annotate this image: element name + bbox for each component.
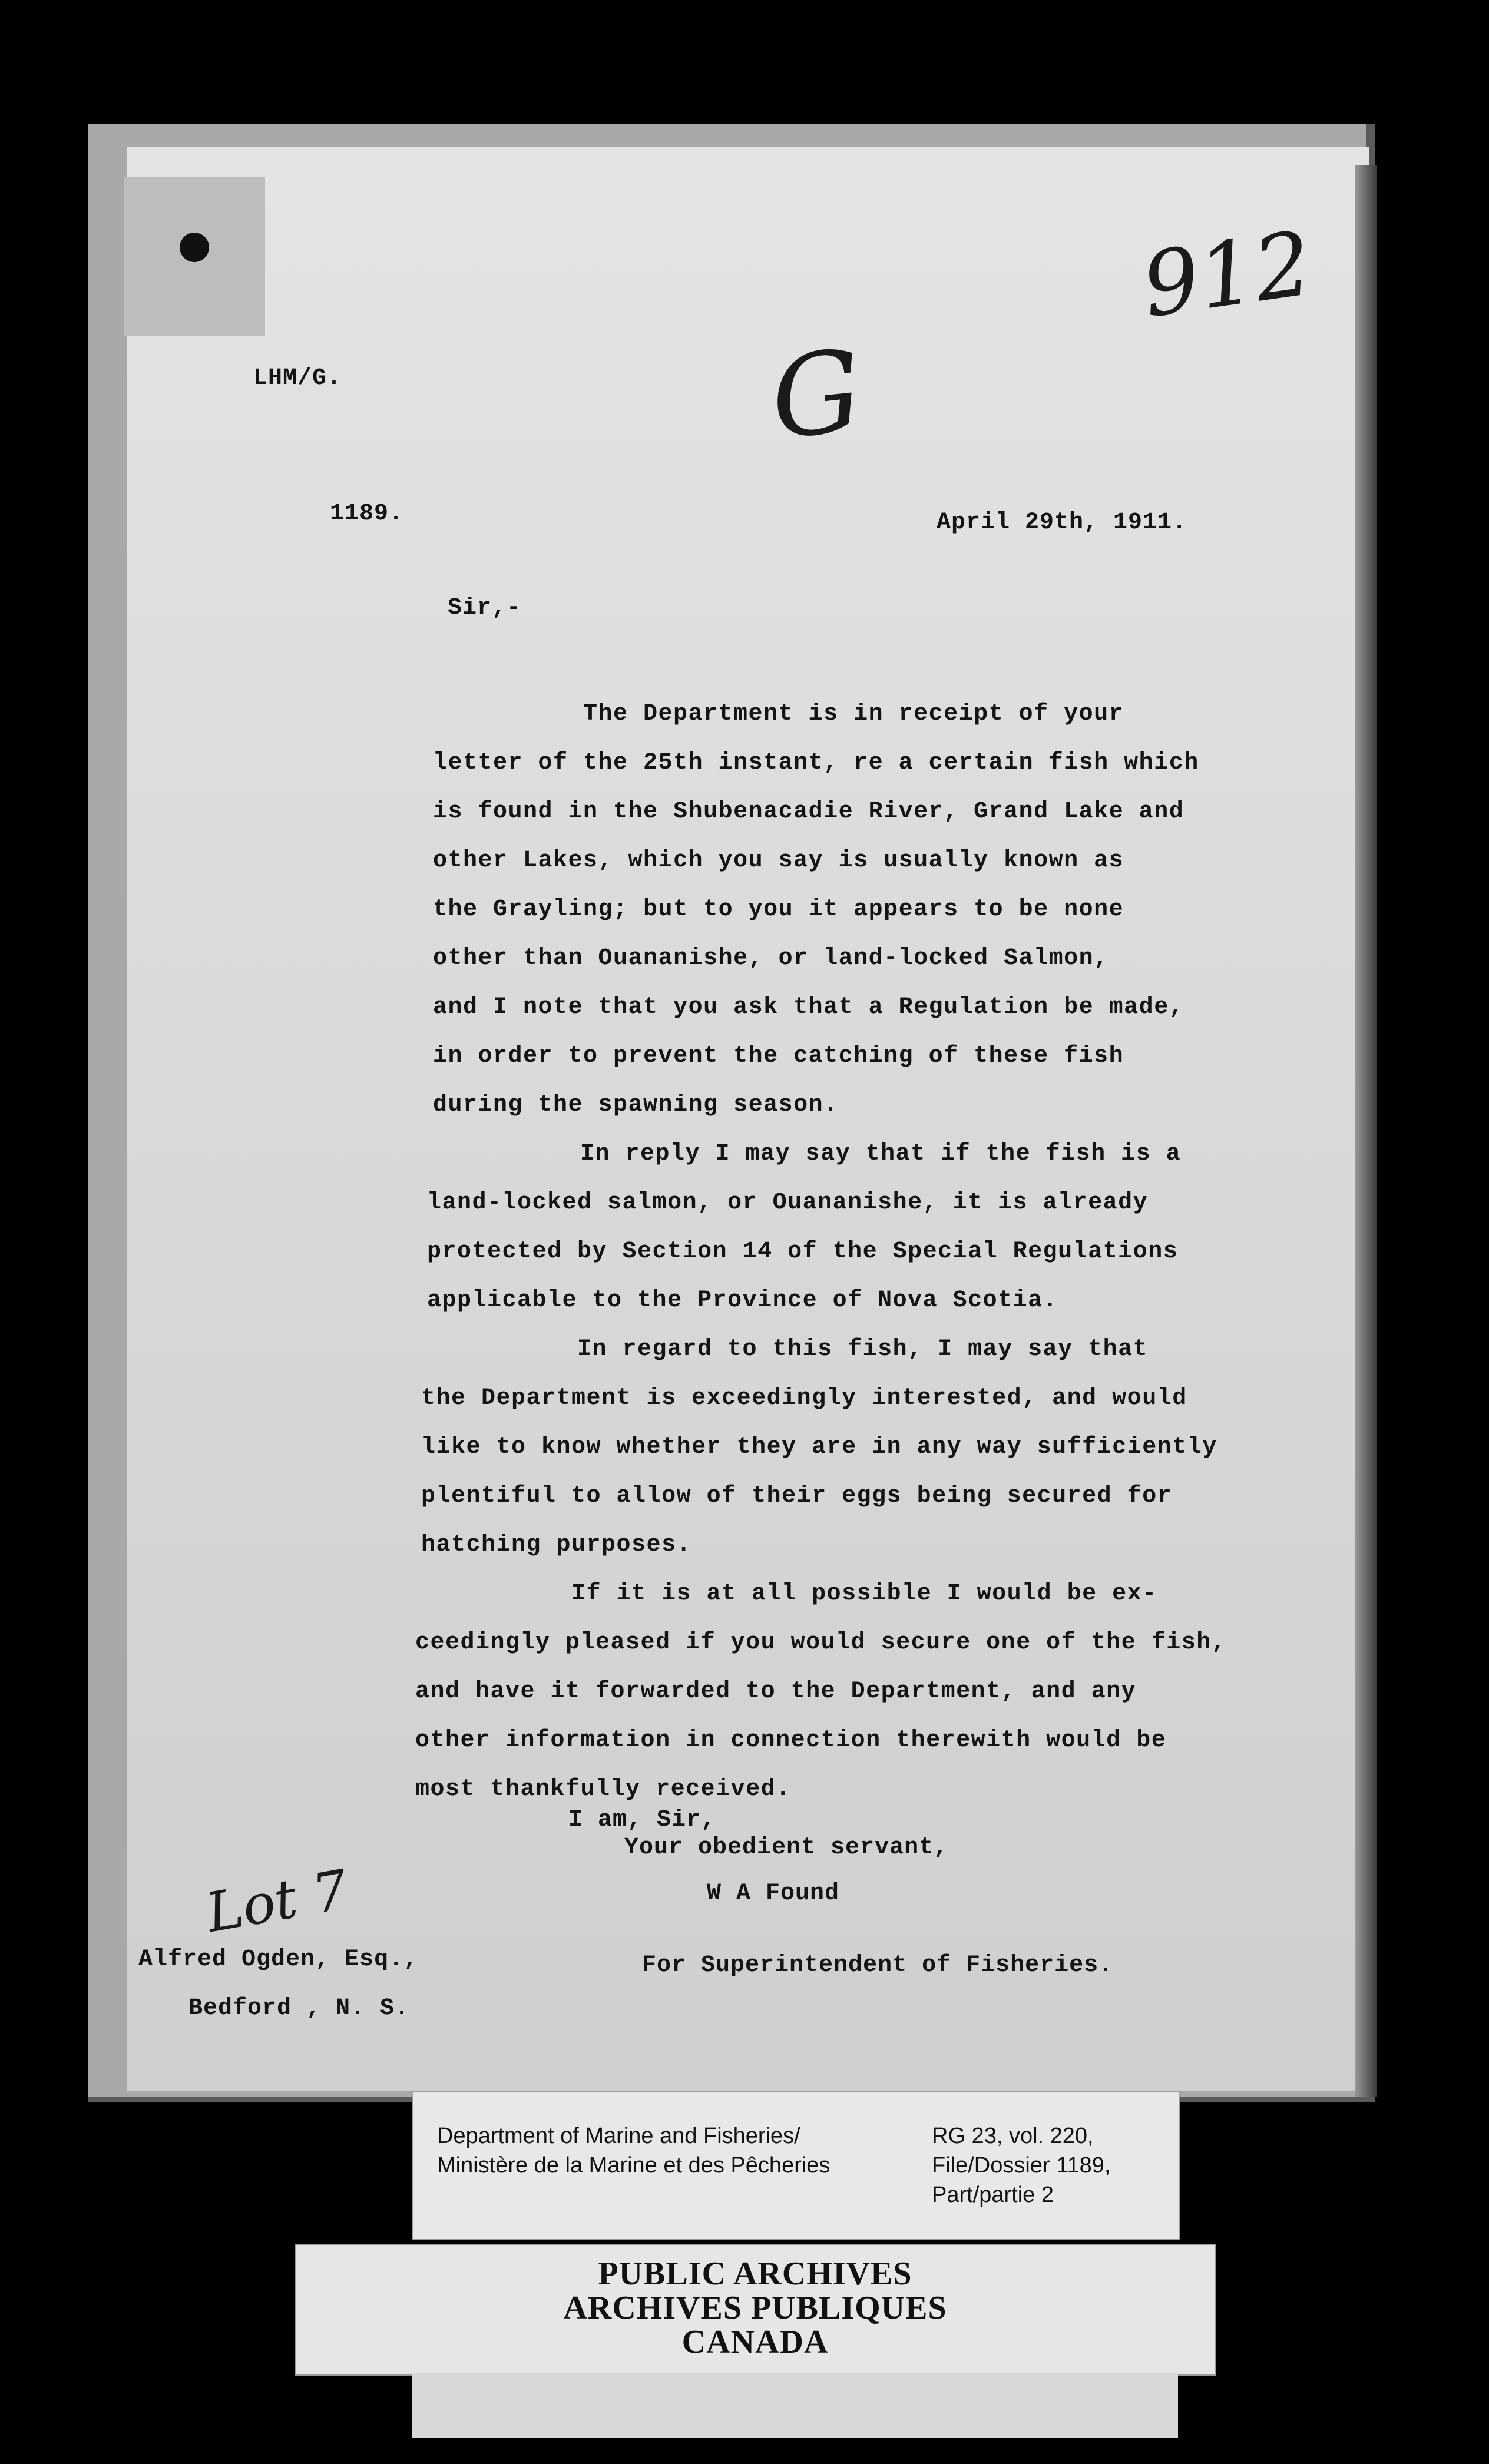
- body-line: If it is at all possible I would be ex-: [571, 1581, 1157, 1607]
- body-line: in order to prevent the catching of these fish: [433, 1043, 1124, 1069]
- file-number: 1189.: [330, 501, 404, 527]
- archives-stamp: [295, 2244, 1216, 2376]
- reference-block: [932, 2121, 1110, 2210]
- closing-line: Your obedient servant,: [624, 1834, 949, 1861]
- addressee-name: Alfred Ogden, Esq.,: [138, 1946, 419, 1973]
- punch-hole-icon: [180, 233, 209, 262]
- body-line: protected by Section 14 of the Special Regulations: [427, 1238, 1179, 1265]
- body-line: In reply I may say that if the fish is a: [580, 1141, 1182, 1167]
- file-dossier: File/Dossier 1189,: [932, 2153, 1111, 2178]
- archive-reference-label: [412, 2091, 1180, 2240]
- handwritten-folio-number: 912: [1136, 212, 1318, 338]
- part-number: Part/partie 2: [932, 2183, 1054, 2207]
- body-line: land-locked salmon, or Ouananishe, it is already: [427, 1190, 1149, 1216]
- addressee-place: Bedford , N. S.: [188, 1995, 410, 2022]
- archives-line-en: PUBLIC ARCHIVES: [598, 2256, 912, 2292]
- body-line: during the spawning season.: [433, 1092, 839, 1118]
- closing-line: I am, Sir,: [568, 1807, 716, 1833]
- body-line: letter of the 25th instant, re a certain fish which: [433, 750, 1199, 776]
- body-line: the Department is exceedingly interested, and would: [421, 1385, 1187, 1412]
- body-line: The Department is in receipt of your: [583, 701, 1124, 727]
- letter-date: April 29th, 1911.: [937, 509, 1187, 536]
- body-line: other than Ouananishe, or land-locked Salmon,: [433, 945, 1109, 972]
- page-edge-shadow: [1355, 165, 1377, 2097]
- body-line: most thankfully received.: [415, 1776, 791, 1803]
- archives-line-fr: ARCHIVES PUBLIQUES: [563, 2290, 947, 2326]
- reference-initials: LHM/G.: [253, 365, 342, 392]
- body-line: other information in connection therewith would be: [415, 1727, 1167, 1754]
- body-line: like to know whether they are in any way sufficiently: [421, 1434, 1217, 1460]
- body-line: hatching purposes.: [421, 1532, 692, 1558]
- body-line: plentiful to allow of their eggs being secured for: [421, 1483, 1173, 1509]
- body-line: is found in the Shubenacadie River, Grand Lake and: [433, 799, 1184, 825]
- mount-strip: [412, 2373, 1178, 2438]
- body-line: other Lakes, which you say is usually known as: [433, 847, 1124, 874]
- body-line: the Grayling; but to you it appears to be none: [433, 896, 1124, 923]
- handwritten-mark: G: [765, 325, 868, 465]
- department-fr: Ministère de la Marine et des Pêcheries: [437, 2153, 830, 2178]
- body-line: applicable to the Province of Nova Scotia.: [427, 1287, 1058, 1314]
- archives-line-country: CANADA: [681, 2324, 829, 2360]
- department-en: Department of Marine and Fisheries/: [437, 2124, 800, 2148]
- body-line: In regard to this fish, I may say that: [577, 1336, 1149, 1363]
- signatory-name: W A Found: [707, 1880, 840, 1907]
- record-group: RG 23, vol. 220,: [932, 2124, 1094, 2148]
- body-line: and I note that you ask that a Regulation be made,: [433, 994, 1184, 1021]
- salutation: Sir,-: [448, 595, 522, 621]
- body-line: and have it forwarded to the Department, and any: [415, 1678, 1137, 1705]
- handwritten-lot-note: Lot 7: [201, 1857, 353, 1945]
- signatory-title: For Superintendent of Fisheries.: [642, 1952, 1114, 1979]
- body-line: ceedingly pleased if you would secure one of the fish,: [415, 1630, 1227, 1656]
- department-block: [437, 2121, 830, 2180]
